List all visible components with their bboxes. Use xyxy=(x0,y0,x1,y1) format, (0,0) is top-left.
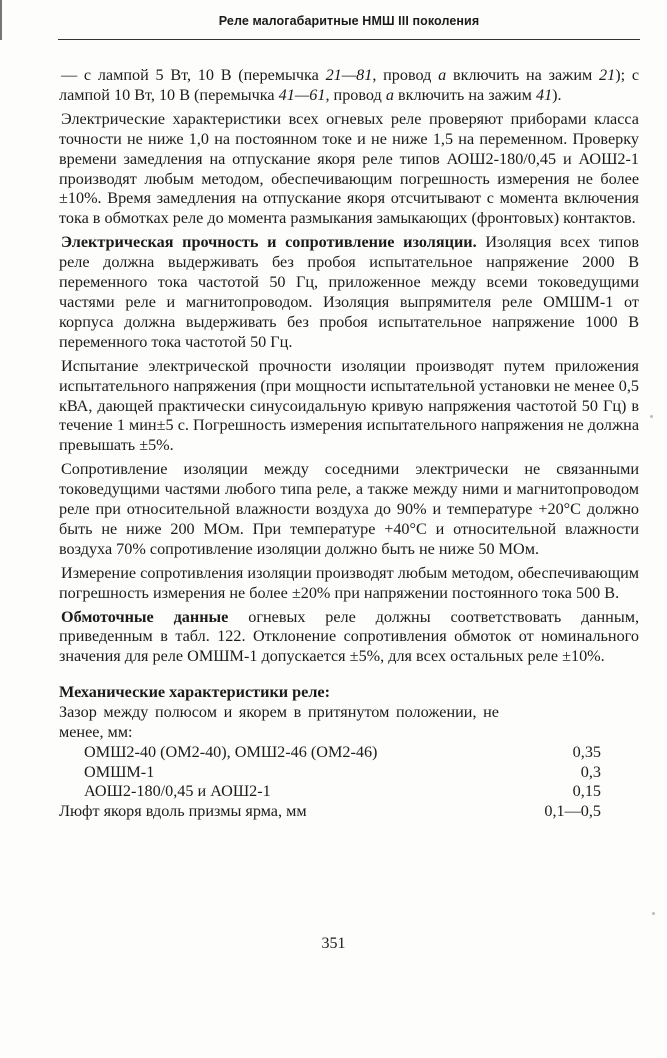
paragraph xyxy=(59,608,639,668)
italic-run: 21 xyxy=(599,66,616,84)
spec-value: 0,1—0,5 xyxy=(544,802,601,821)
spec-label: АОШ2-180/0,45 и АОШ2-1 xyxy=(84,782,271,801)
italic-run: 41—61 xyxy=(278,85,326,104)
text-run: ); с лампой 10 Вт, 10 В (перемычка xyxy=(59,66,640,104)
scan-edge-mark xyxy=(0,0,2,40)
paragraph xyxy=(59,460,639,560)
italic-run: 21—81 xyxy=(325,66,373,84)
text-run: Измерение сопротивления изоляции производят любым методом, обеспечивающим погрешность измерения не более ±20% при напряжении постоянного тока 500 В. xyxy=(59,563,639,602)
paragraph xyxy=(59,357,639,457)
spec-label: Зазор между полюсом и якорем в притянутом положении, не менее, мм: xyxy=(59,703,499,741)
spec-row xyxy=(59,763,639,783)
text-run: включить на зажим xyxy=(446,66,600,84)
italic-run: а xyxy=(438,66,447,84)
text-run: , провод xyxy=(372,66,439,84)
paragraph xyxy=(59,564,639,604)
mechanical-title: Механические характеристики реле: xyxy=(59,683,331,702)
spec-label: Люфт якоря вдоль призмы ярма, мм xyxy=(59,802,307,821)
spec-value: 0,3 xyxy=(580,762,601,781)
bold-run: Электрическая прочность и сопротивление изоляции. xyxy=(61,233,477,252)
paragraphs xyxy=(59,66,639,667)
text-run: Электрические характеристики всех огневых реле проверяют приборами класса точности не ниже 1,0 на постоянном токе и не ниже 1,5 на переменном. Проверку времени замедления на отпускание якоря реле типов АОШ2-180/0,45 и АОШ2-1 производят любым методом, обеспечивающим погрешность измерения не более ±10%. Время замедления на отпускание якоря отсчитывают с момента включения тока в обмотках реле до момента размыкания замыкающих (фронтовых) контактов. xyxy=(59,109,639,228)
spec-value: 0,35 xyxy=(572,742,601,761)
paragraph xyxy=(59,110,639,229)
spec-label: ОМШМ-1 xyxy=(84,762,155,781)
running-header: Реле малогабаритные НМШ III поколения xyxy=(218,14,480,28)
mechanical-section xyxy=(59,683,639,822)
paragraph xyxy=(59,233,639,352)
page-number: 351 xyxy=(321,935,346,952)
text-run: включить на зажим xyxy=(393,85,536,104)
italic-run: 41 xyxy=(535,85,553,104)
text-run: — с лампой 5 Вт, 10 В (перемычка xyxy=(61,66,326,84)
spec-row xyxy=(59,802,639,822)
spec-row xyxy=(59,703,639,743)
text-run: Сопротивление изоляции между соседними электрически не связанными токоведущими частями любого типа реле, а также между ними и магнитопроводом реле при относительной влажности воздуха до 90% и температуре +20°С должно быть не ниже 200 МОм. При температуре +40°С и относительной влажности воздуха 70% сопротивление изоляции должно быть не ниже 50 МОм. xyxy=(59,460,639,558)
spec-label: ОМШ2-40 (ОМ2-40), ОМШ2-46 (ОМ2-46) xyxy=(84,742,378,761)
spec-row xyxy=(59,743,639,763)
bold-run: Обмоточные данные xyxy=(61,607,229,626)
spec-row xyxy=(59,782,639,802)
text-run: Испытание электрической прочности изоляции производят путем приложения испытательного напряжения (при мощности испытательной установки не менее 0,5 кВА, дающей практически синусоидальную кривую напряжения частотой 50 Гц) в течение 1 мин±5 с. Погрешность измерения испытательного напряжения не должна превышать ±5%. xyxy=(59,356,639,455)
body-text xyxy=(59,66,639,822)
italic-run: а xyxy=(385,85,394,104)
text-run: , провод xyxy=(325,85,386,104)
scan-speck xyxy=(650,415,653,418)
header-rule xyxy=(58,39,640,40)
scan-speck xyxy=(652,912,655,915)
mechanical-rows xyxy=(59,703,639,822)
text-run: ). xyxy=(552,85,562,104)
text-run: Изоляция всех типов реле должна выдерживать без пробоя испытательное напряжение 2000 В переменного тока частотой 50 Гц, приложенное между всеми токоведущими частями реле и магнитопроводом. Изоляция выпрямителя реле ОМШМ-1 от корпуса должна выдерживать без пробоя испытательное напряжение 1000 В переменного тока частотой 50 Гц. xyxy=(59,233,639,351)
text-run: огневых реле должны соответствовать данным, приведенным в табл. 122. Отклонение сопротивления обмоток от номинального значения для реле ОМШМ-1 допускается ±5%, для всех остальных реле ±10%. xyxy=(59,607,639,666)
paragraph xyxy=(59,66,639,106)
spec-value: 0,15 xyxy=(572,782,601,801)
